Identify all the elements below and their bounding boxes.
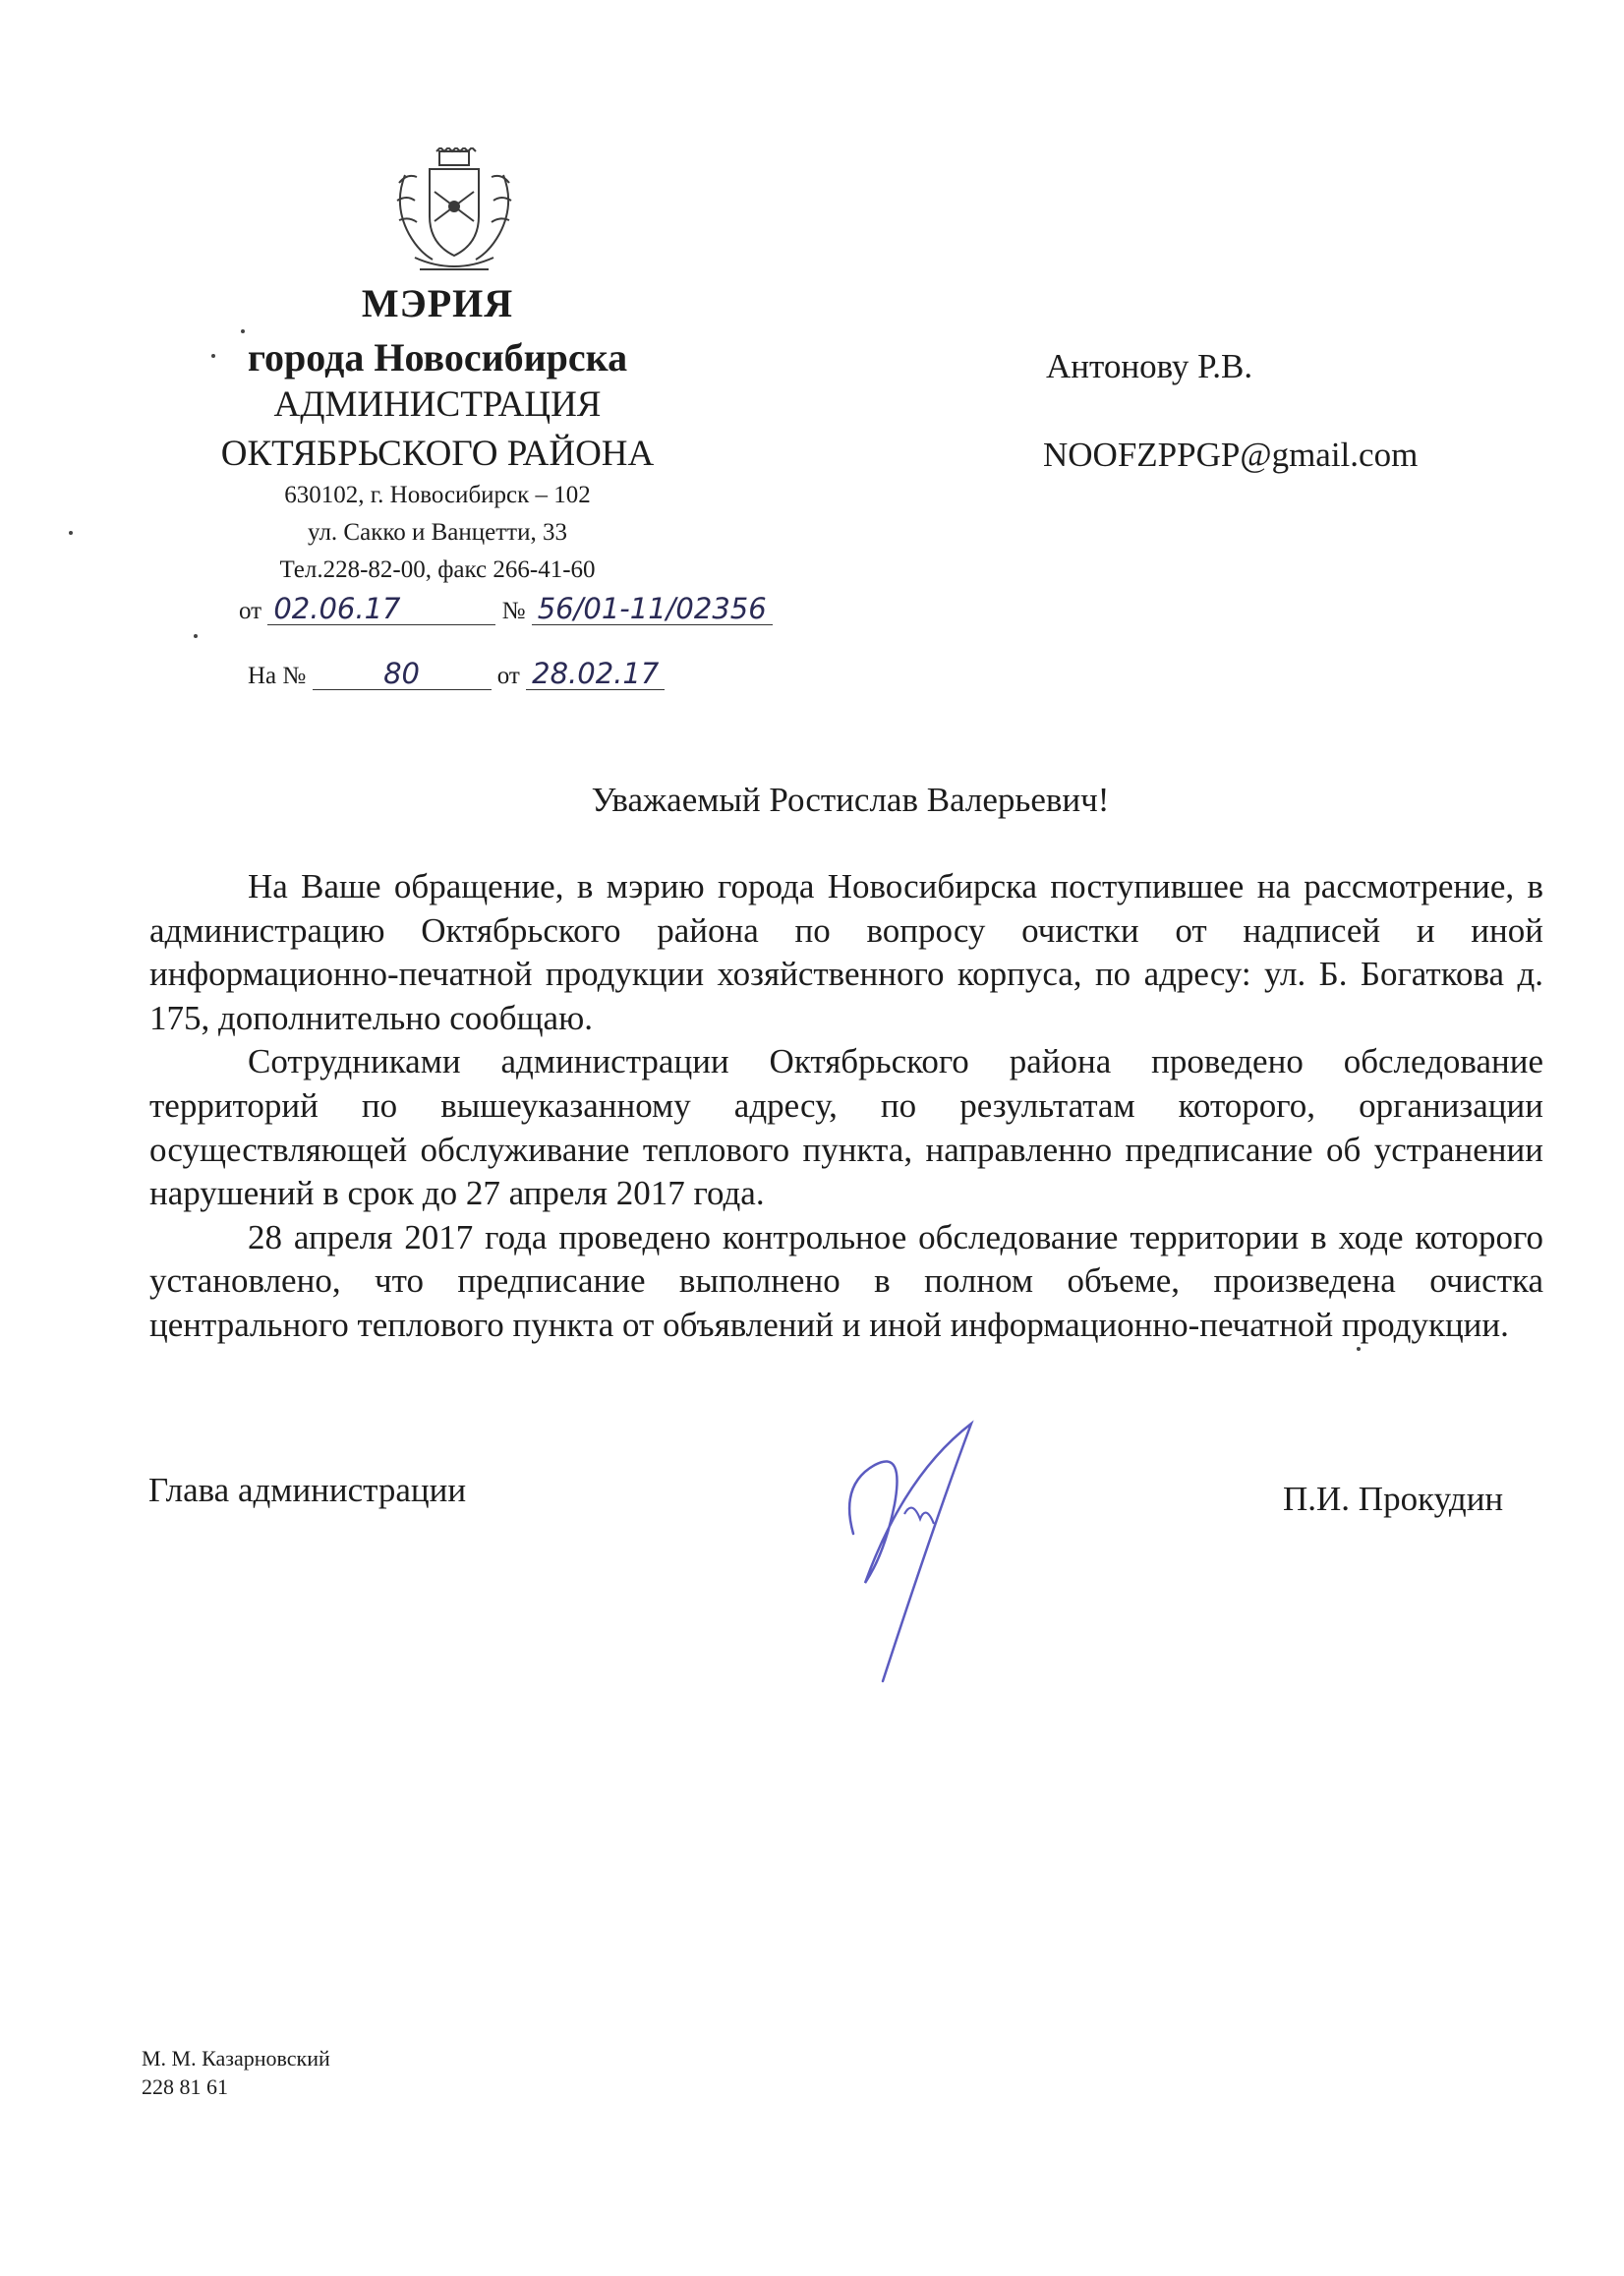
letterhead-phone: Тел.228-82-00, факс 266-41-60 xyxy=(279,556,596,583)
addressee-email: NOOFZPPGP@gmail.com xyxy=(1043,436,1419,474)
incoming-number: 80 xyxy=(313,658,492,690)
incoming-date: 28.02.17 xyxy=(526,658,665,690)
on-from-label: от xyxy=(496,663,520,689)
on-number-label: На № xyxy=(248,663,307,689)
coat-of-arms-icon xyxy=(385,147,523,285)
incoming-reference xyxy=(248,658,665,690)
letterhead-street: ул. Сакко и Ванцетти, 33 xyxy=(308,519,567,546)
addressee-name: Антонову Р.В. xyxy=(1046,347,1253,385)
signatory-name: П.И. Прокудин xyxy=(1283,1480,1504,1518)
number-label: № xyxy=(501,598,526,624)
scan-speck xyxy=(211,354,215,358)
executor-name: М. М. Казарновский xyxy=(142,2046,330,2071)
from-label: от xyxy=(239,598,262,624)
letterhead-district: ОКТЯБРЬСКОГО РАЙОНА xyxy=(220,434,655,474)
letter-body xyxy=(149,865,1543,1348)
outgoing-reference xyxy=(239,593,773,625)
scan-speck xyxy=(194,634,198,638)
scan-speck xyxy=(241,329,245,333)
body-paragraph: 28 апреля 2017 года проведено контрольное обследование территории в ходе которого установлено, что предписание выполнено в полном объеме, произведена очистка центрального теплового пункта от объявлений и иной информационно-печатной продукции. xyxy=(149,1217,1543,1344)
letterhead-zip: 630102, г. Новосибирск – 102 xyxy=(284,482,591,508)
outgoing-date: 02.06.17 xyxy=(267,593,495,625)
scan-speck xyxy=(69,531,73,535)
scan-speck xyxy=(1357,1347,1361,1351)
executor-phone: 228 81 61 xyxy=(142,2074,228,2099)
body-paragraph: Сотрудниками администрации Октябрьского района проведено обследование территорий по вышеуказанному адресу, по результатам которого, организации осуществляющей обслуживание теплового пункта, направленно предписание об устранении нарушений в срок до 27 апреля 2017 года. xyxy=(149,1042,1543,1213)
handwritten-signature-icon xyxy=(836,1416,993,1691)
body-paragraph: На Ваше обращение, в мэрию города Новосибирска поступившее на рассмотрение, в администрацию Октябрьского района по вопросу очистки от надписей и иной информационно-печатной продукции хозяйственного корпуса, по адресу: ул. Б. Богаткова д. 175, дополнительно сообщаю. xyxy=(149,867,1543,1037)
letterhead-city: города Новосибирска xyxy=(247,335,628,379)
letterhead-administration: АДМИНИСТРАЦИЯ xyxy=(273,384,602,425)
signatory-title: Глава администрации xyxy=(148,1471,467,1509)
salutation: Уважаемый Ростислав Валерьевич! xyxy=(591,781,1110,819)
outgoing-number: 56/01-11/02356 xyxy=(532,593,773,625)
letterhead-title: МЭРИЯ xyxy=(361,281,514,325)
